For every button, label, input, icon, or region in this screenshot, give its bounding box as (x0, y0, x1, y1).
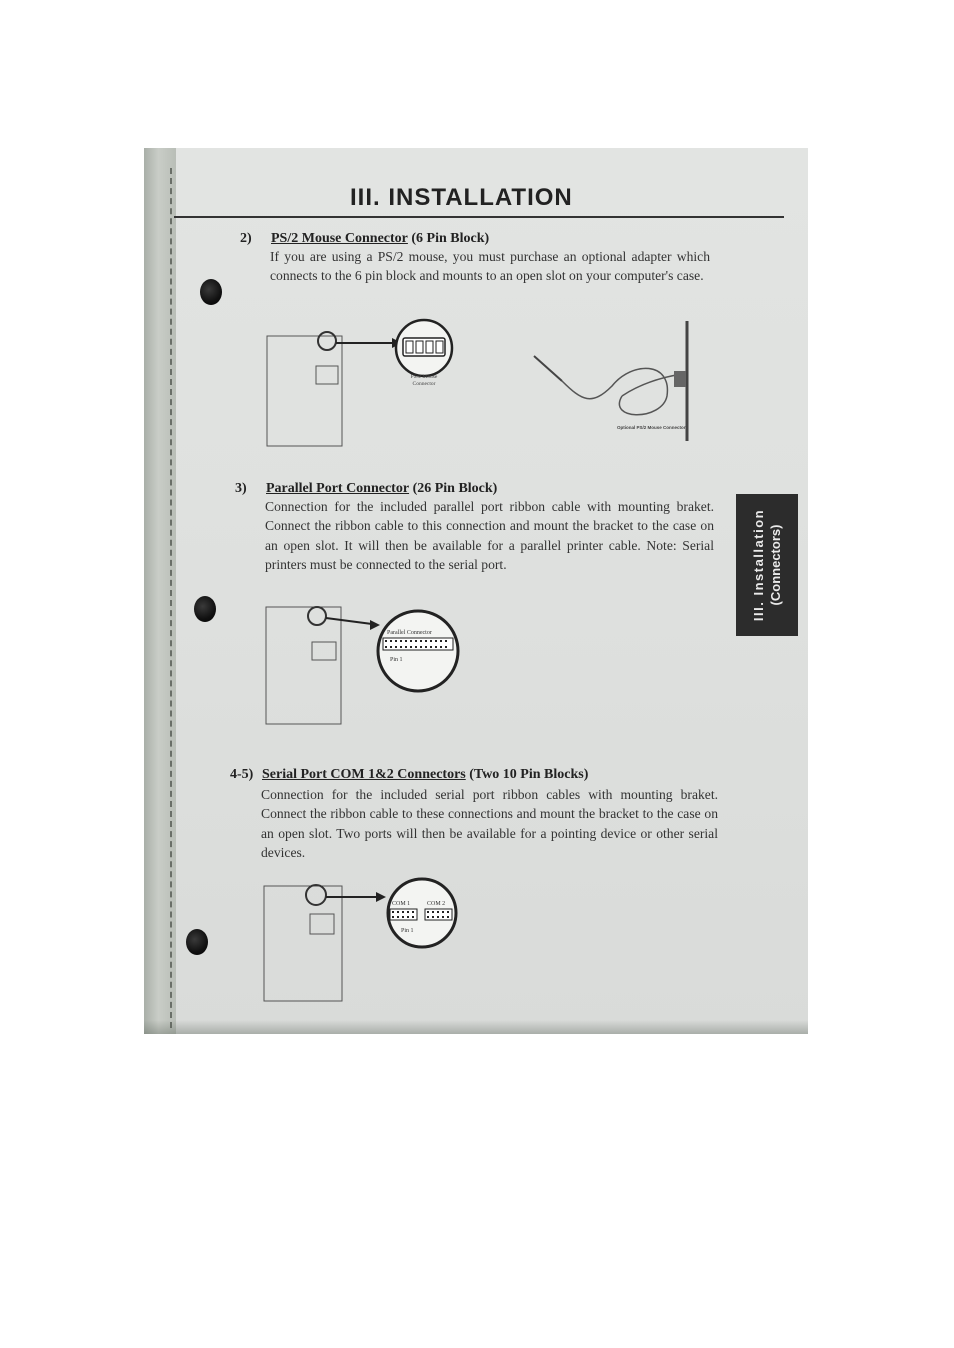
callout-circle (306, 885, 326, 905)
callout-circle (308, 607, 326, 625)
section-title: PS/2 Mouse Connector (271, 231, 408, 246)
page-shadow (144, 1020, 808, 1034)
section-number: 3) (235, 481, 247, 496)
section-subtitle: (Two 10 Pin Blocks) (469, 767, 589, 782)
section-subtitle: (6 Pin Block) (411, 231, 490, 246)
cable-plug (534, 356, 562, 381)
callout-arrow (326, 618, 372, 624)
board-outline (267, 336, 342, 446)
section-body: Connection for the included serial port ribbon cables with mounting braket. Connect the ribbon cable to these connections and mount the bracket to the case on an open slot. Two ports will then be available for a pointing device or other serial devices. (261, 787, 718, 861)
com1-label: COM 1 (392, 901, 411, 907)
arrowhead (370, 620, 380, 630)
board-chip (312, 642, 336, 660)
page-title: III. INSTALLATION (350, 184, 573, 211)
connector-label: Connector (412, 381, 436, 387)
section-number: 4-5) (230, 767, 254, 782)
section-title: Parallel Port Connector (266, 481, 410, 496)
tab-sublabel: (Connectors) (768, 524, 783, 606)
connector-label: PS/2 Mouse (410, 374, 438, 380)
section-subtitle: (26 Pin Block) (412, 481, 498, 496)
com2-label: COM 2 (427, 901, 446, 907)
serial-diagram (260, 876, 460, 1006)
com2-block (425, 909, 452, 920)
bracket-connector (674, 371, 686, 387)
cable (622, 374, 682, 396)
section-title: Serial Port COM 1&2 Connectors (262, 767, 466, 782)
section-body: If you are using a PS/2 mouse, you must purchase an optional adapter which connects to the 6 pin block and mounts to an open slot on your computer's case. (270, 249, 710, 284)
binder-spine (170, 168, 180, 1028)
callout-circle (318, 332, 336, 350)
punch-hole (200, 279, 222, 305)
connector-label: Parallel Connector (387, 630, 432, 636)
com1-block (390, 909, 417, 920)
board-outline (266, 607, 341, 724)
cable-caption: Optional PS/2 Mouse Connector (617, 425, 686, 430)
section-heading (271, 231, 489, 247)
manual-page-photo (144, 148, 808, 1034)
board-chip (310, 914, 334, 934)
pin-block (383, 638, 453, 650)
cable (562, 368, 667, 414)
pin-label: Pin 1 (401, 928, 414, 934)
punch-hole (186, 929, 208, 955)
section-number: 2) (240, 231, 252, 246)
board-chip (316, 366, 338, 384)
punch-hole (194, 596, 216, 622)
section-body: Connection for the included parallel port ribbon cable with mounting braket. Connect the ribbon cable to this connection and mount the bracket to the case on an open slot. It will then be available for a parallel printer cable. Note: Serial printers must be connected to the serial port. (265, 499, 714, 573)
title-rule (174, 216, 784, 218)
connector-magnifier (378, 611, 458, 691)
section-tab (736, 494, 798, 636)
pin-label: Pin 1 (390, 657, 403, 663)
parallel-diagram (262, 602, 472, 727)
tab-label: III. Installation (751, 508, 766, 622)
section-heading (266, 481, 497, 497)
arrowhead (376, 892, 386, 902)
section-heading (262, 767, 588, 783)
ps2-diagram (262, 316, 722, 448)
board-outline (264, 886, 342, 1001)
